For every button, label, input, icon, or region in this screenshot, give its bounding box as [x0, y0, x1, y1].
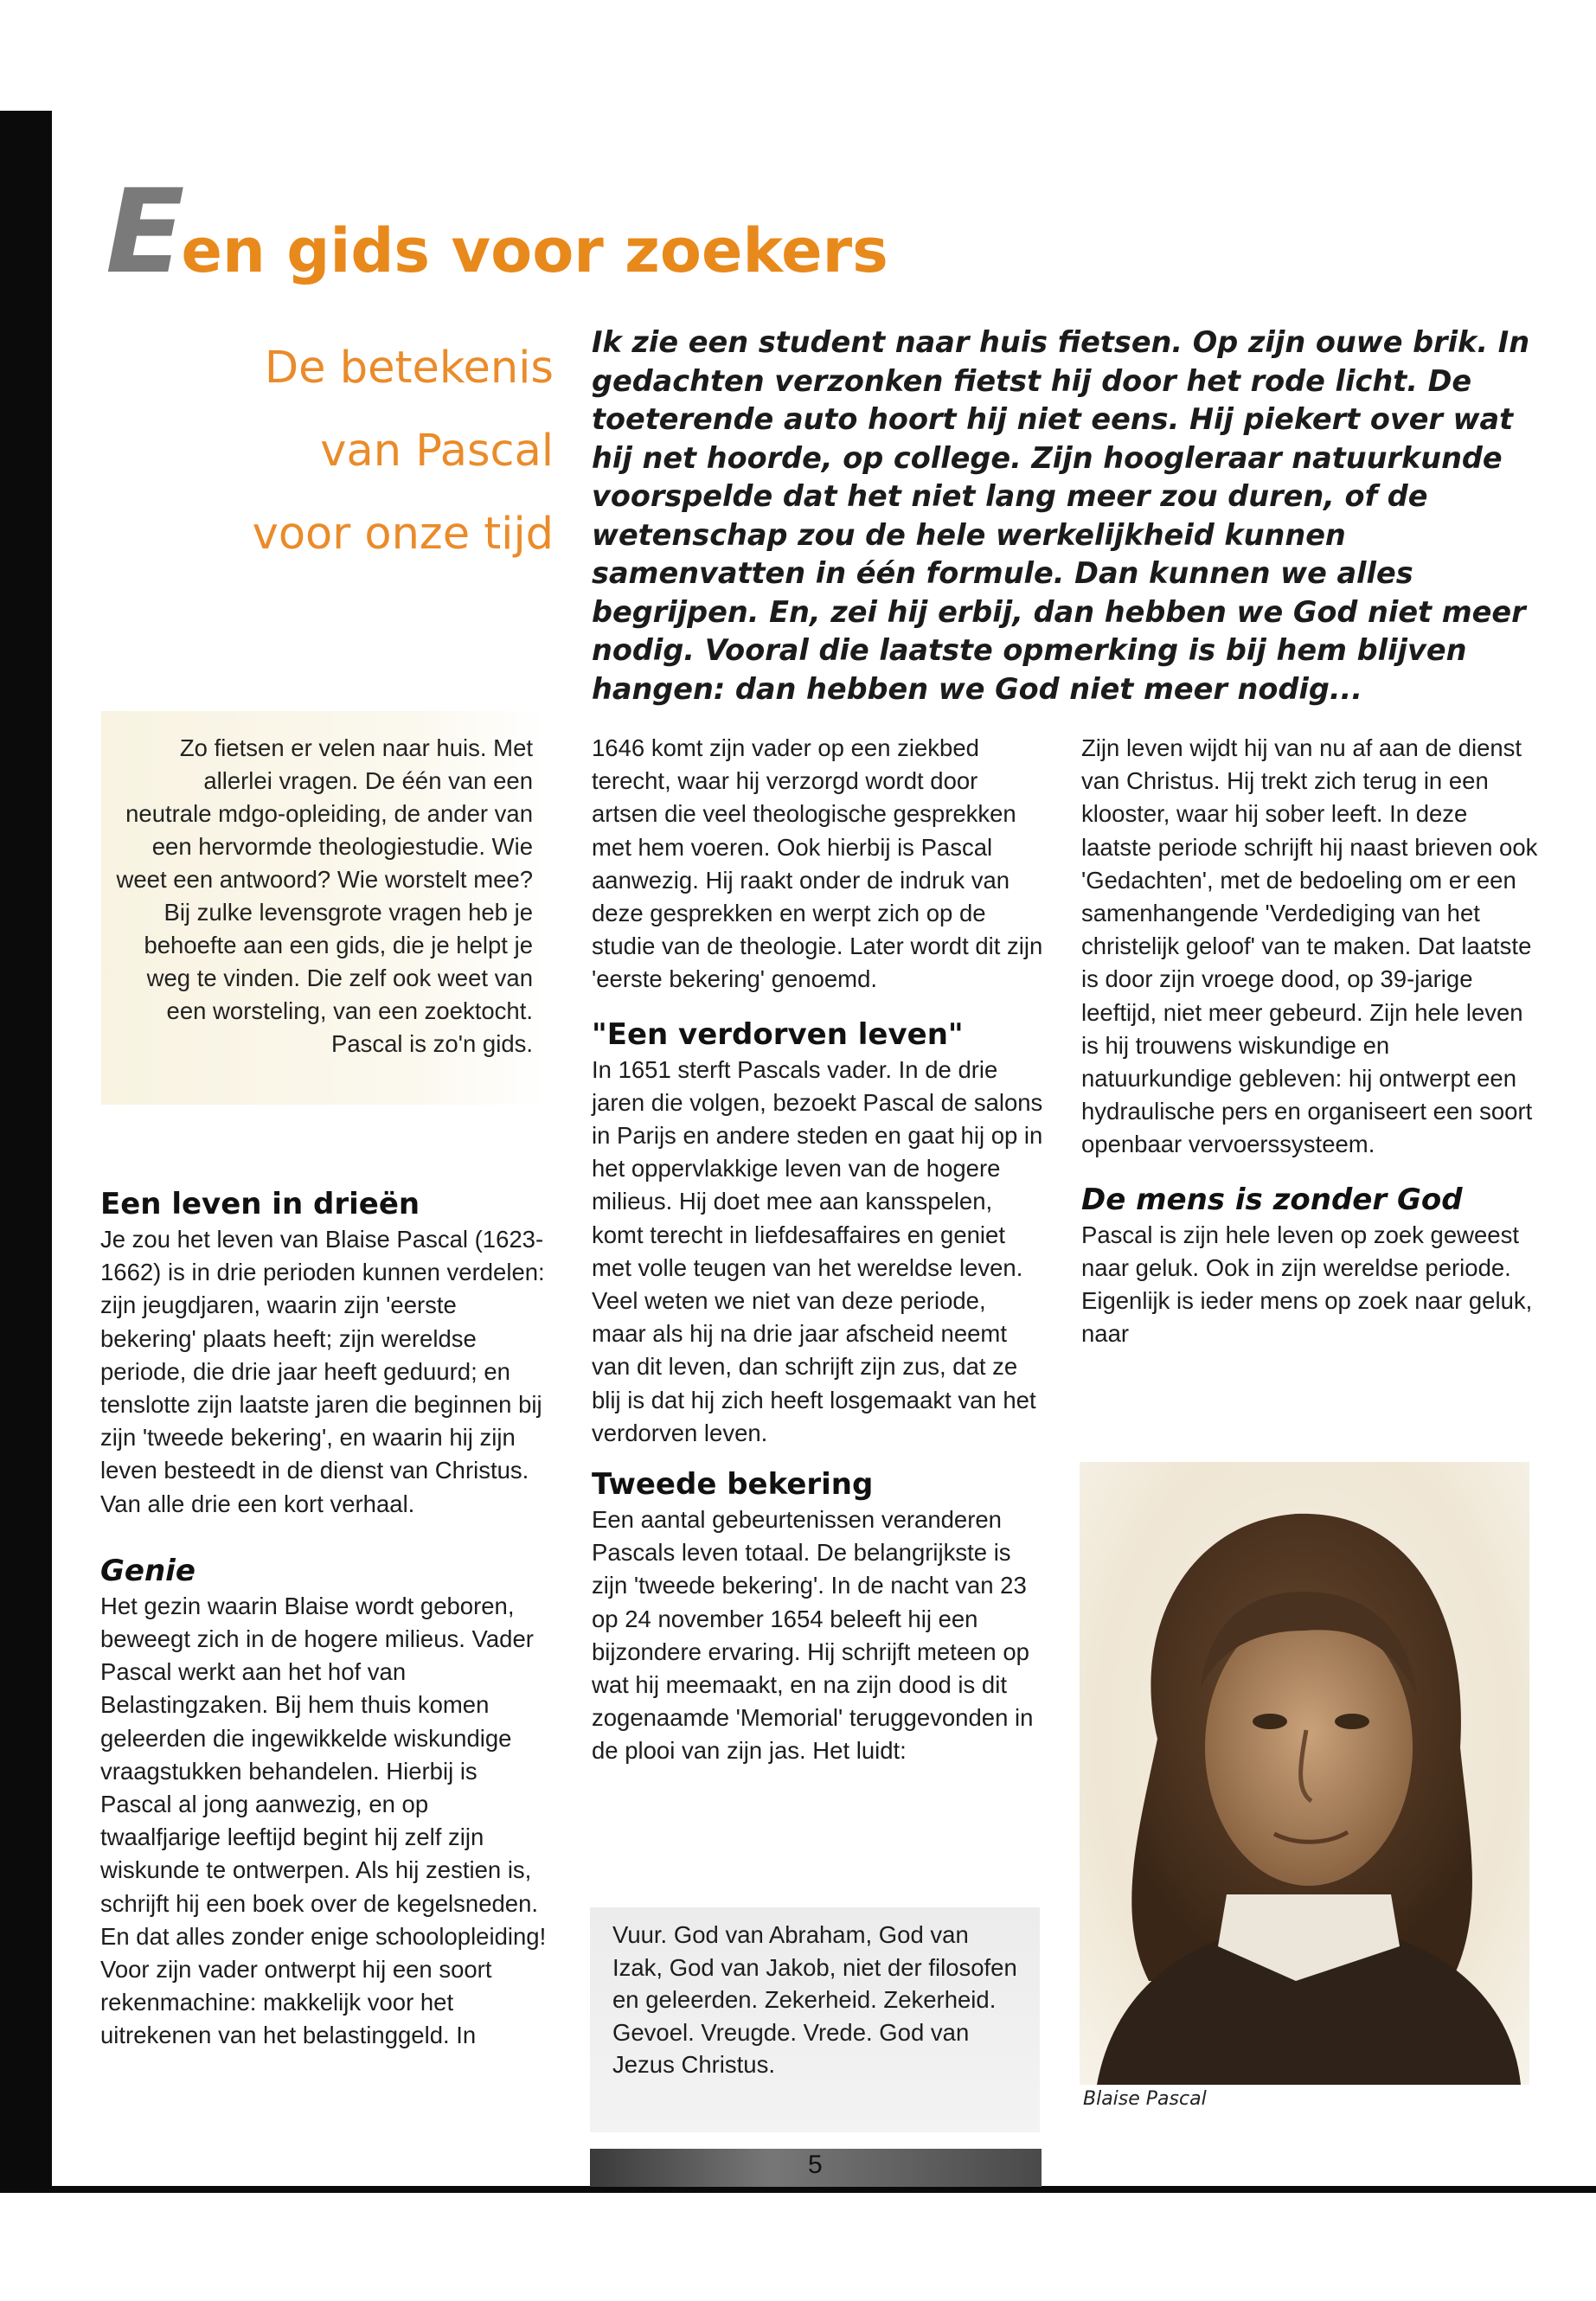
section-heading-genie: Genie — [100, 1553, 195, 1588]
section-text-verdorven-leven: In 1651 sterft Pascals vader. In de drie jaren die volgen, bezoekt Pascal de salons in Parijs en andere steden en gaat hij op in het oppervlakkige leven van de hogere milieus. Hij doet mee aan kansspelen, komt terecht in liefdesaffaires en geniet met volle teugen van het wereldse leven. Veel weten we niet van deze periode, maar als hij na drie jaar afscheid neemt van dit leven, dan schrijft zijn zus, dat ze blij is dat hij zich heeft losgemaakt van het verdorven leven. — [592, 1055, 1043, 1446]
photo-strip-band — [590, 2149, 1042, 2187]
column-2 — [592, 732, 1045, 1768]
section-text-zonder-god: Pascal is zijn hele leven op zoek geweest naar geluk. Ook in zijn wereldse periode. Eigenlijk is ieder mens op zoek naar geluk, naar — [1081, 1221, 1533, 1348]
section-heading-leven-in-drieen: Een leven in drieën — [100, 1187, 420, 1221]
section-text-dienst-christus: Zijn leven wijdt hij van nu af aan de dienst van Christus. Hij trekt zich terug in een klooster, waar hij sober leeft. In deze laatste periode schrijft hij naast brieven ook 'Gedachten', met de bedoeling om er een samenhangende 'Verdediging van het christelijk geloof' van te maken. Dat laatste is door zijn vroege dood, op 39-jarige leeftijd, niet meer gebeurd. Zijn hele leven is hij trouwens wiskundige en natuurkundige gebleven: hij ontwerpt een hydraulische pers en organiseert een soort openbaar vervoerssysteem. — [1081, 734, 1538, 1158]
subtitle-line: De betekenis — [264, 343, 554, 394]
article-title — [106, 164, 888, 299]
section-text-tweede-bekering: Een aantal gebeurtenissen veranderen Pascals leven totaal. De belangrijkste is zijn 'tweede bekering'. In de nacht van 23 op 24 november 1654 beleeft hij een bijzondere ervaring. Hij schrijft meteen op wat hij meemaakt, en na zijn dood is dit zogenaamde 'Memorial' teruggevonden in de plooi van zijn jas. Het luidt: — [592, 1506, 1034, 1765]
portrait-caption: Blaise Pascal — [1083, 2088, 1207, 2110]
section-heading-zonder-god: De mens is zonder God — [1081, 1182, 1463, 1217]
left-edge-scan-bar — [0, 111, 52, 2187]
title-text: en gids voor zoekers — [181, 215, 888, 286]
subtitle-line: van Pascal — [320, 426, 554, 477]
column-1 — [100, 1185, 550, 2053]
title-drop-initial: E — [106, 164, 182, 299]
section-text-genie: Het gezin waarin Blaise wordt geboren, beweegt zich in de hogere milieus. Vader Pascal werkt aan het hof van Belastingzaken. Bij hem thuis komen geleerden die ingewikkelde wiskundige vraagstukken behandelen. Hierbij is Pascal al jong aanwezig, en op twaalfjarige leeftijd begint hij zelf zijn wiskunde te ontwerpen. Als hij zestien is, schrijft hij een boek over de kegelsneden. En dat alles zonder enige schoolopleiding! Voor zijn vader ontwerpt hij een soort rekenmachine: makkelijk voor het uitrekenen van het belastinggeld. In — [100, 1592, 547, 2049]
intro-paragraph: Ik zie een student naar huis fietsen. Op zijn ouwe brik. In gedachten verzonken fietst hij door het rode licht. De toeterende auto hoort hij niet eens. Hij piekert over wat hij net hoorde, op college. Zijn hoogleraar natuurkunde voorspelde dat het niet lang meer zou duren, of de wetenschap zou de hele werkelijkheid kunnen samenvatten in één formule. Dan kunnen we alles begrijpen. En, zei hij erbij, dan hebben we God niet meer nodig. Vooral die laatste opmerking is bij hem blijven hangen: dan hebben we God niet meer nodig... — [592, 325, 1530, 706]
section-heading-tweede-bekering: Tweede bekering — [592, 1467, 874, 1503]
column-3 — [1081, 732, 1540, 1350]
section-text-leven-in-drieen: Je zou het leven van Blaise Pascal (1623-1662) is in drie perioden kunnen verdelen: zijn jeugdjaren, waarin zijn 'eerste bekering' plaats heeft; zijn wereldse periode, die drie jaar heeft geduurd; en tenslotte zijn laatste jaren die beginnen bij zijn 'tweede bekering', en waarin hij zijn leven besteedt in de dienst van Christus. Van alle drie een kort verhaal. — [100, 1226, 545, 1517]
section-heading-verdorven-leven: "Een verdorven leven" — [592, 1016, 964, 1052]
pull-quote-text: Zo fietsen er velen naar huis. Met allerlei vragen. De één van een neutrale mdgo-opleiding, de ander van een hervormde theologiestudie. Wie weet een antwoord? Wie worstelt mee? Bij zulke levensgrote vragen heb je behoefte aan een gids, die je helpt je weg te vinden. Die zelf ook weet van een worsteling, van een zoektocht. Pascal is zo'n gids. — [116, 734, 533, 1057]
article-subtitle — [173, 327, 554, 576]
section-text-genie-vervolg: 1646 komt zijn vader op een ziekbed terecht, waar hij verzorgd wordt door artsen die veel theologische gesprekken met hem voeren. Ook hierbij is Pascal aanwezig. Hij raakt onder de indruk van deze gesprekken en werpt zich op de studie van de theologie. Later wordt dit zijn 'eerste bekering' genoemd. — [592, 734, 1043, 993]
portrait-illustration — [1080, 1462, 1529, 2085]
portrait-image — [1080, 1462, 1529, 2085]
subtitle-line: voor onze tijd — [252, 509, 554, 560]
page-number-marker: 5 — [808, 2150, 823, 2179]
bottom-edge-rule — [0, 2186, 1596, 2193]
memorial-text: Vuur. God van Abraham, God van Izak, God van Jakob, niet der filosofen en geleerden. Zekerheid. Zekerheid. Gevoel. Vreugde. Vrede. God van Jezus Christus. — [612, 1921, 1017, 2078]
